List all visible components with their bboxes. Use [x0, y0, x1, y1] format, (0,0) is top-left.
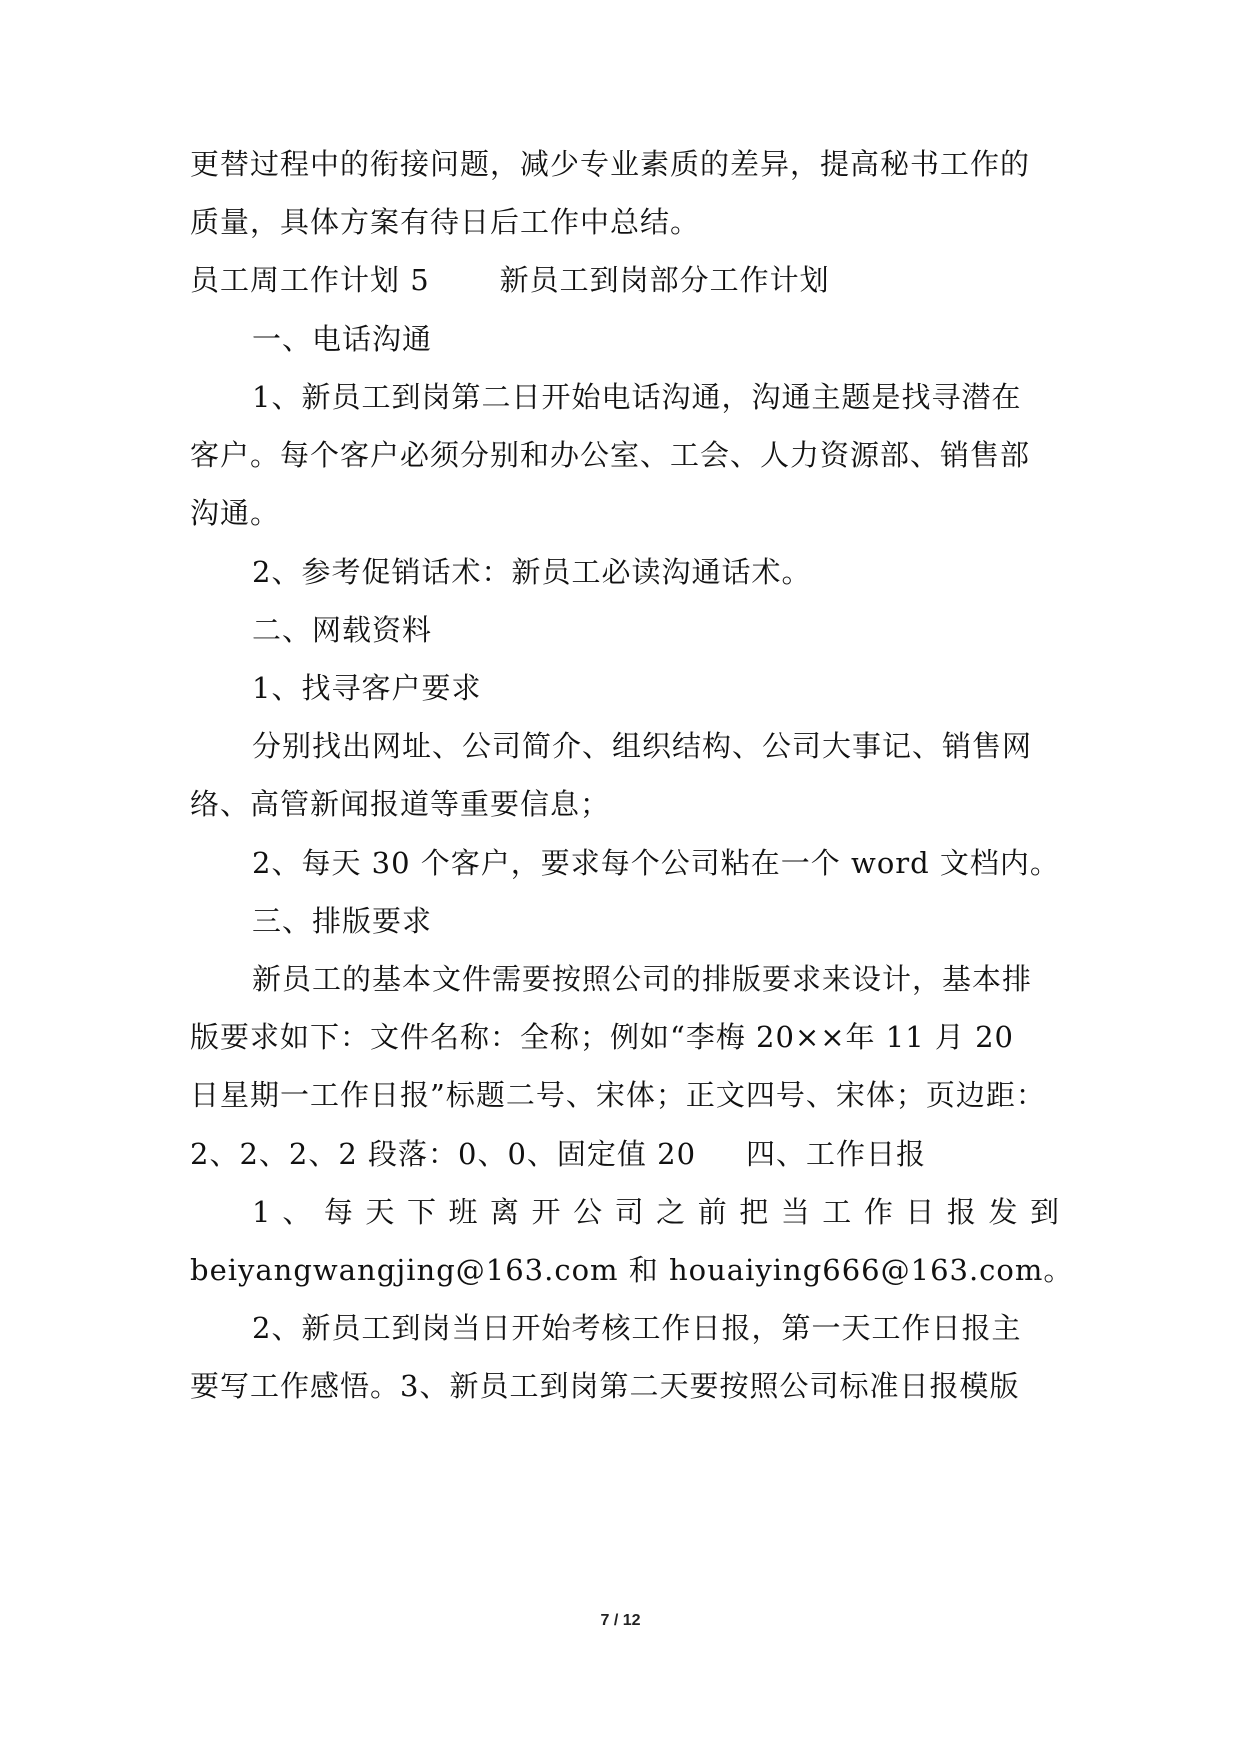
plan-title: 员工周工作计划 5 — [190, 263, 430, 297]
paragraph-line: 络、高管新闻报道等重要信息； — [190, 787, 611, 821]
paragraph-line: 更替过程中的衔接问题，减少专业素质的差异，提高秘书工作的 — [190, 147, 1031, 181]
paragraph-line: 2、参考促销话术：新员工必读沟通话术。 — [252, 555, 812, 589]
paragraph-line: 新员工的基本文件需要按照公司的排版要求来设计，基本排 — [252, 962, 1033, 996]
paragraph-line: 2、每天 30 个客户，要求每个公司粘在一个 word 文档内。 — [252, 846, 1060, 880]
paragraph-line: 版要求如下：文件名称：全称；例如“李梅 20××年 11 月 20 — [190, 1020, 1015, 1054]
paragraph-line: 要写工作感悟。3、新员工到岗第二天要按照公司标准日报模版 — [190, 1369, 1020, 1403]
section-heading: 四、工作日报 — [746, 1137, 927, 1171]
email-line: beiyangwangjing@163.com 和 houaiying666@163.com。 — [190, 1253, 1074, 1287]
section-heading: 二、网载资料 — [252, 613, 433, 647]
plan-subtitle: 新员工到岗部分工作计划 — [499, 263, 830, 297]
sub-heading: 1、找寻客户要求 — [252, 671, 482, 705]
paragraph-line: 分别找出网址、公司简介、组织结构、公司大事记、销售网 — [252, 729, 1033, 763]
paragraph-line: 沟通。 — [190, 496, 281, 530]
paragraph-line — [190, 1136, 1060, 1172]
paragraph-line: 1 、 每 天 下 班 离 开 公 司 之 前 把 当 工 作 日 报 发 到 — [252, 1195, 1060, 1229]
page-number: 7 / 12 — [600, 1612, 641, 1629]
paragraph-line: 日星期一工作日报”标题二号、宋体；正文四号、宋体；页边距： — [190, 1078, 1046, 1112]
paragraph-line: 1、新员工到岗第二日开始电话沟通，沟通主题是找寻潜在 — [252, 380, 1022, 414]
paragraph-line: 2、新员工到岗当日开始考核工作日报，第一天工作日报主 — [252, 1311, 1022, 1345]
layout-spec-text: 2、2、2、2 段落：0、0、固定值 20 — [190, 1137, 697, 1171]
section-heading: 一、电话沟通 — [252, 322, 433, 356]
section-heading: 三、排版要求 — [252, 904, 433, 938]
paragraph-line: 质量，具体方案有待日后工作中总结。 — [190, 205, 701, 239]
paragraph-line: 客户。每个客户必须分别和办公室、工会、人力资源部、销售部 — [190, 438, 1031, 472]
section-heading-row — [190, 262, 1060, 298]
